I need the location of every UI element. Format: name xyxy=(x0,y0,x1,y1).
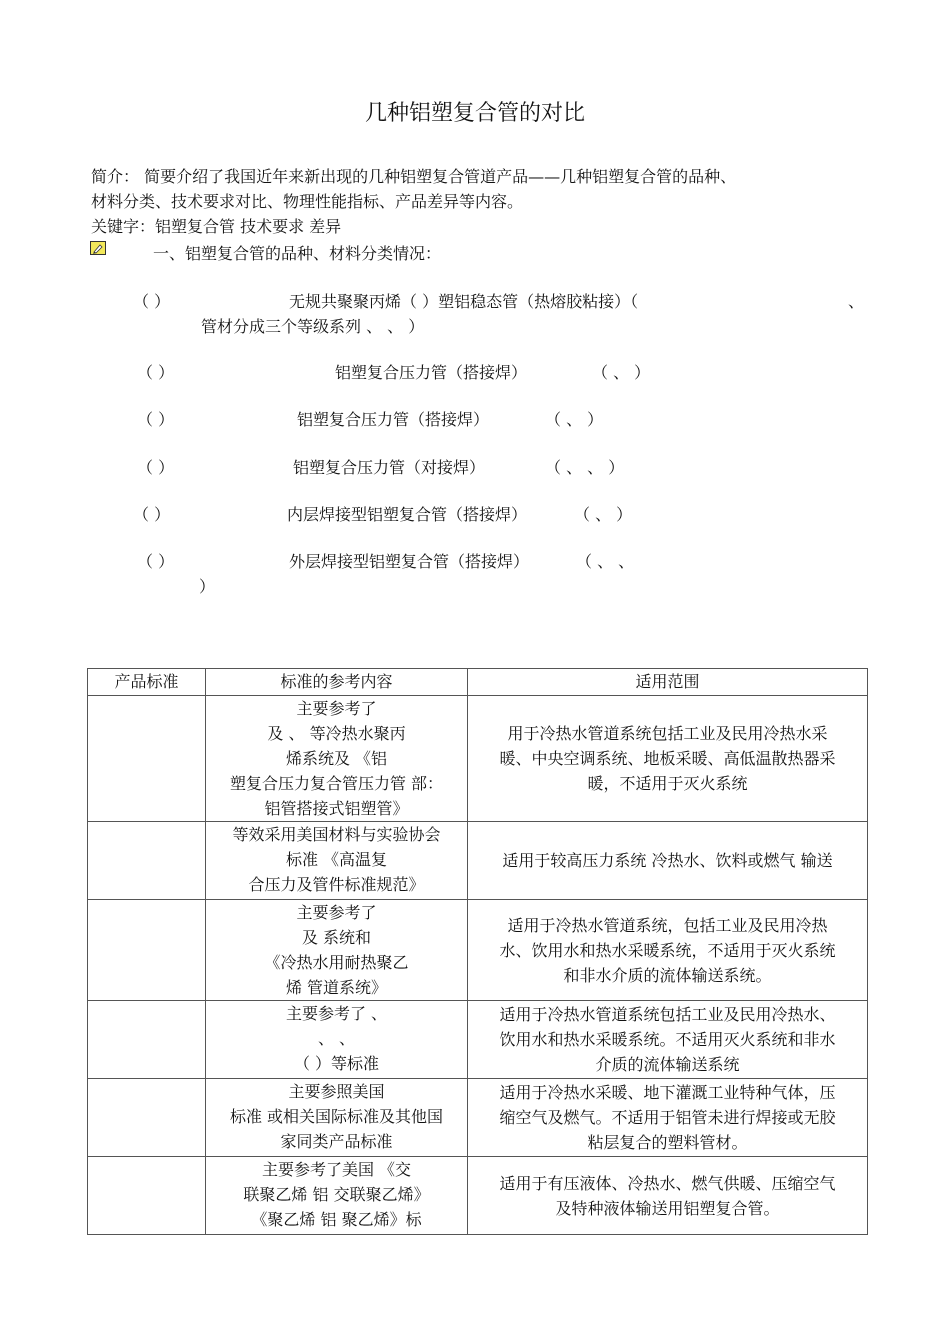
edit-icon[interactable] xyxy=(90,241,106,255)
item-text: 铝塑复合压力管（对接焊） xyxy=(293,458,486,477)
item-text: 无规共聚聚丙烯（ ）塑铝稳态管（热熔胶粘接）（ xyxy=(289,292,639,311)
item-paren: （ 、 、 ） xyxy=(545,458,625,477)
item-number: （ ） xyxy=(133,292,171,311)
reference-line: 家同类产品标准 xyxy=(280,1132,393,1151)
cell-scope xyxy=(468,1001,868,1079)
reference-line: 主要参考了 、 xyxy=(285,1004,388,1023)
scope-line: 暖、中央空调系统、地板采暖、高低温散热器采 xyxy=(499,749,836,768)
summary-line-2: 材料分类、技术要求对比、物理性能指标、产品差异等内容。 xyxy=(91,192,524,211)
reference-line: 主要参考了 xyxy=(296,903,377,922)
header-reference-content: 标准的参考内容 xyxy=(206,669,468,696)
cell-scope xyxy=(468,822,868,900)
cell-product-standard xyxy=(88,696,206,822)
item-text: 内层焊接型铝塑复合管（搭接焊） xyxy=(287,505,528,524)
table-row xyxy=(88,900,868,1001)
section-heading: 一、铝塑复合管的品种、材料分类情况： xyxy=(153,244,442,263)
item-number: （ ） xyxy=(133,505,171,524)
item-number: （ ） xyxy=(137,552,175,571)
item-paren: （ 、 、 xyxy=(576,552,635,571)
item-paren: （ 、 ） xyxy=(545,410,604,429)
cell-reference-content xyxy=(206,696,468,822)
reference-line: 、 、 xyxy=(317,1029,356,1048)
cell-scope xyxy=(468,696,868,822)
item-text: 铝塑复合压力管（搭接焊） xyxy=(335,363,528,382)
table-row xyxy=(88,822,868,900)
scope-line: 缩空气及燃气。不适用于铝管未进行焊接或无胶 xyxy=(499,1108,836,1127)
item-number: （ ） xyxy=(137,458,175,477)
cell-scope xyxy=(468,1079,868,1157)
scope-line: 适用于冷热水管道系统包括工业及民用冷热水、 xyxy=(499,1005,836,1024)
scope-line: 适用于冷热水采暖、地下灌溉工业特种气体，压 xyxy=(499,1083,836,1102)
reference-line: 铝管搭接式铝塑管》 xyxy=(264,799,409,818)
item-text: 铝塑复合压力管（搭接焊） xyxy=(297,410,490,429)
cell-reference-content xyxy=(206,900,468,1001)
scope-line: 介质的流体输送系统 xyxy=(595,1055,740,1074)
cell-reference-content xyxy=(206,1001,468,1079)
reference-line: 烯 管道系统》 xyxy=(285,978,388,997)
reference-line: 塑复合压力复合管压力管 部： xyxy=(229,774,444,793)
header-product-standard: 产品标准 xyxy=(88,669,206,696)
table-row xyxy=(88,696,868,822)
reference-line: 及 系统和 xyxy=(301,928,372,947)
scope-line: 及特种液体输送用铝塑复合管。 xyxy=(555,1198,780,1218)
reference-line: 主要参考了 xyxy=(296,699,377,718)
summary-line-1: 简介： 简要介绍了我国近年来新出现的几种铝塑复合管道产品——几种铝塑复合管的品种、 xyxy=(91,167,737,186)
reference-line: 等效采用美国材料与实验协会 xyxy=(232,825,441,844)
reference-line: （ ）等标准 xyxy=(293,1054,380,1073)
cell-scope xyxy=(468,900,868,1001)
scope-line: 水、饮用水和热水采暖系统，不适用于灭火系统 xyxy=(499,940,836,960)
item-number: （ ） xyxy=(137,410,175,429)
cell-reference-content xyxy=(206,822,468,900)
reference-line: 烯系统及 《铝 xyxy=(285,749,388,768)
reference-line: 标准 《高温复 xyxy=(285,850,388,869)
cell-scope xyxy=(468,1157,868,1235)
item-tail: 、 xyxy=(848,292,865,311)
cell-product-standard xyxy=(88,822,206,900)
scope-line: 粘层复合的塑料管材。 xyxy=(587,1133,748,1152)
item-paren: （ 、 ） xyxy=(574,505,633,524)
keywords-line: 关键字：铝塑复合管 技术要求 差异 xyxy=(91,217,342,236)
item-line-2: 管材分成三个等级系列 、 、 ） xyxy=(201,317,425,336)
cell-reference-content xyxy=(206,1079,468,1157)
header-scope: 适用范围 xyxy=(468,669,868,696)
table-row xyxy=(88,1001,868,1079)
reference-line: 联聚乙烯 铝 交联聚乙烯》 xyxy=(243,1185,430,1204)
item-line-2: ） xyxy=(199,577,216,596)
cell-product-standard xyxy=(88,1001,206,1079)
scope-line: 饮用水和热水采暖系统。不适用灭火系统和非水 xyxy=(499,1030,836,1049)
reference-line: 主要参考了美国 《交 xyxy=(261,1160,412,1179)
scope-line: 适用于有压液体、冷热水、燃气供暖、压缩空气 xyxy=(499,1173,836,1193)
cell-product-standard xyxy=(88,1157,206,1235)
cell-product-standard xyxy=(88,1079,206,1157)
reference-line: 《冷热水用耐热聚乙 xyxy=(264,953,409,972)
scope-line: 和非水介质的流体输送系统。 xyxy=(563,965,772,985)
item-number: （ ） xyxy=(137,363,175,382)
table-row xyxy=(88,1157,868,1235)
item-text: 外层焊接型铝塑复合管（搭接焊） xyxy=(289,552,530,571)
reference-line: 《聚乙烯 铝 聚乙烯》标 xyxy=(251,1210,422,1229)
cell-product-standard xyxy=(88,900,206,1001)
page-title: 几种铝塑复合管的对比 xyxy=(364,101,585,126)
scope-line: 用于冷热水管道系统包括工业及民用冷热水采 xyxy=(507,724,828,743)
scope-line: 暖，不适用于灭火系统 xyxy=(587,774,748,793)
table-row xyxy=(88,1079,868,1157)
reference-line: 及 、 等冷热水聚丙 xyxy=(267,724,406,743)
reference-line: 合压力及管件标准规范》 xyxy=(248,875,425,894)
item-paren: （ 、 ） xyxy=(592,363,651,382)
table-header-row xyxy=(88,669,868,696)
scope-line: 适用于冷热水管道系统，包括工业及民用冷热 xyxy=(507,915,828,935)
standards-table xyxy=(87,668,868,1235)
scope-line: 适用于较高压力系统 冷热水、饮料或燃气 输送 xyxy=(502,851,833,870)
cell-reference-content xyxy=(206,1157,468,1235)
reference-line: 主要参照美国 xyxy=(288,1082,385,1101)
reference-line: 标准 或相关国际标准及其他国 xyxy=(229,1107,444,1126)
